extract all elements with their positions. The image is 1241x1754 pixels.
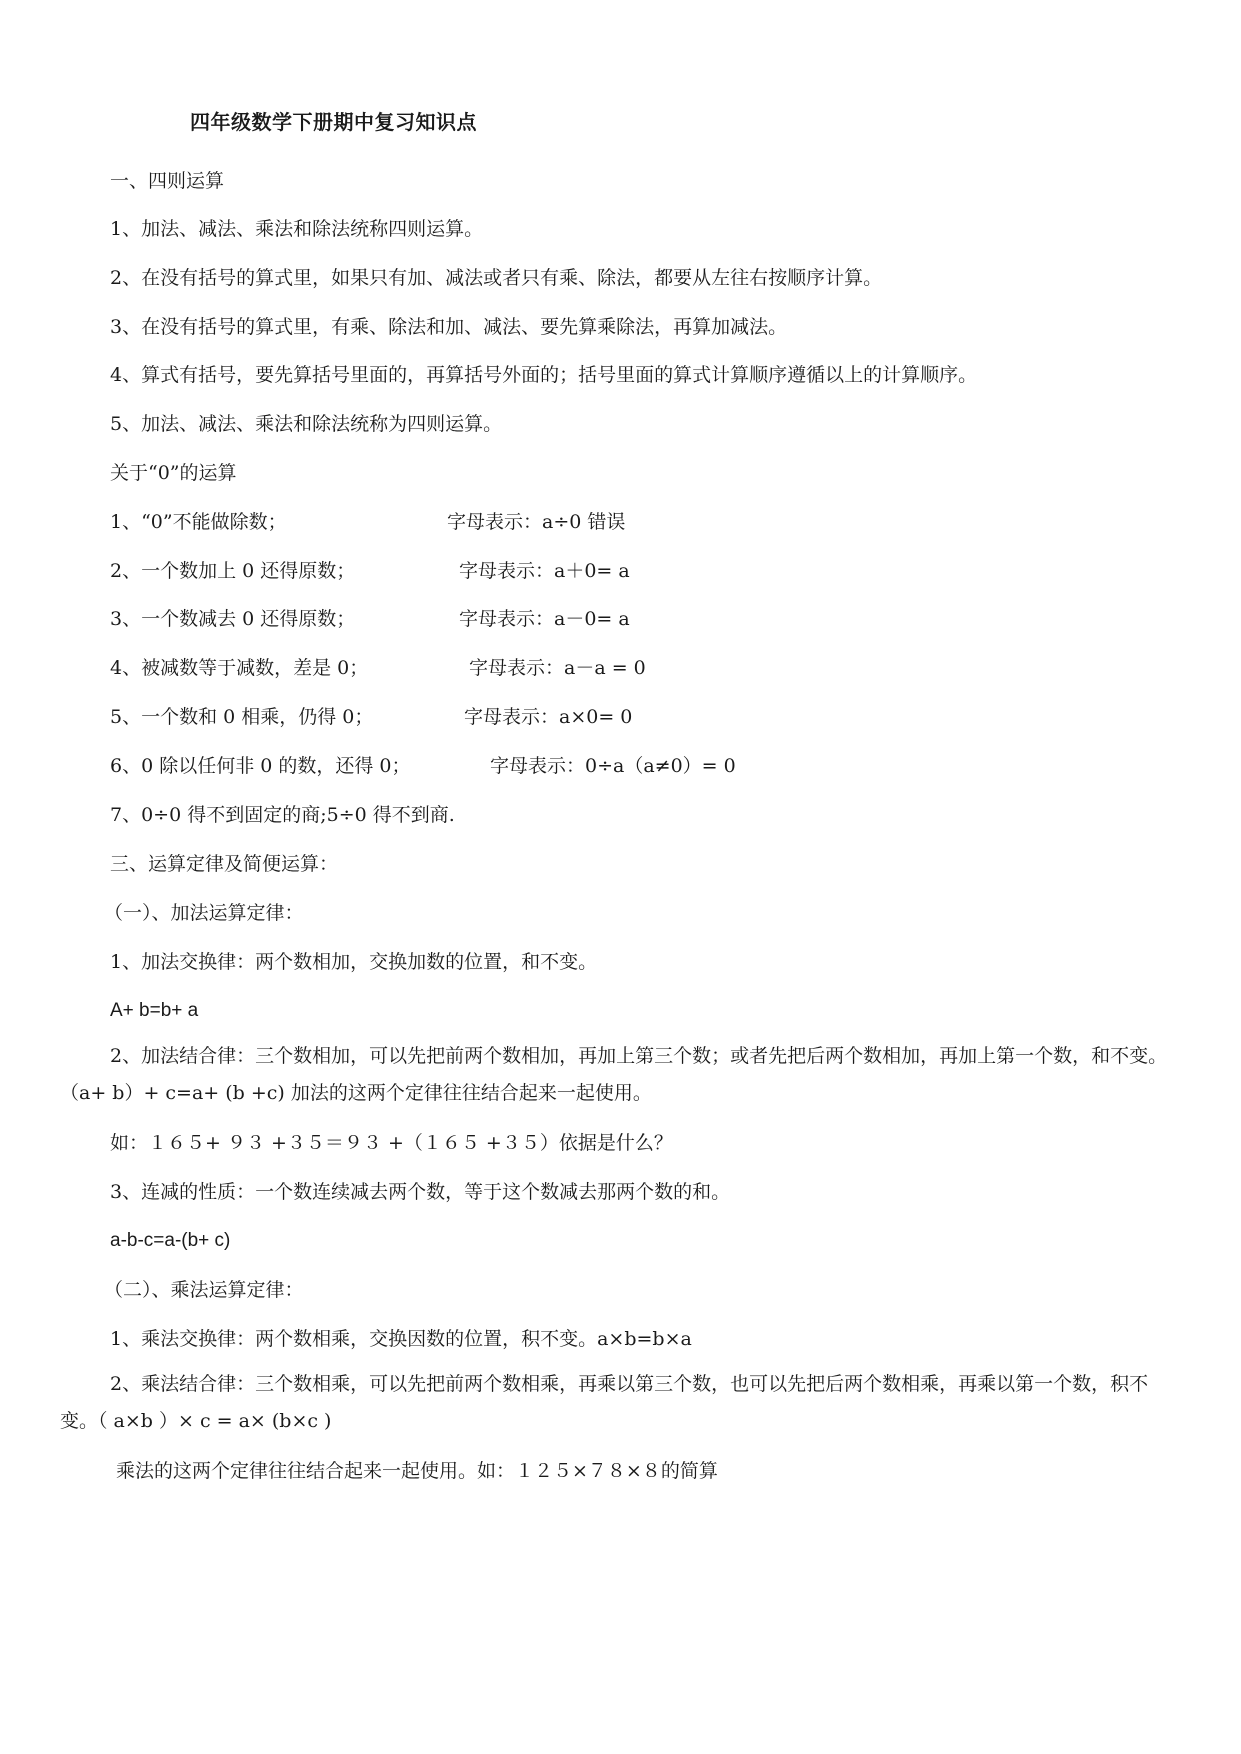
zero-heading: 关于“0”的运算 <box>110 462 237 484</box>
section-heading-arithmetic: 一、四则运算 <box>110 170 225 192</box>
zero-rule-3-formula: 字母表示：a－0= a <box>459 608 630 630</box>
zero-rule-5-formula: 字母表示：a×0= 0 <box>464 706 633 728</box>
multiplication-example: 乘法的这两个定律往往结合起来一起使用。如：１２５×７８×８的简算 <box>116 1460 718 1482</box>
zero-rule-3: 3、一个数减去 0 还得原数； <box>110 608 356 630</box>
zero-rule-2-formula: 字母表示：a＋0= a <box>459 560 630 582</box>
zero-rule-4-formula: 字母表示：a－a = 0 <box>469 657 646 679</box>
zero-rule-1: 1、“0”不能做除数； <box>110 511 287 533</box>
zero-rule-7: 7、0÷0 得不到固定的商;5÷0 得不到商. <box>110 804 455 826</box>
arithmetic-item-2: 2、在没有括号的算式里，如果只有加、减法或者只有乘、除法，都要从左往右按顺序计算。 <box>110 267 883 289</box>
arithmetic-item-5: 5、加法、减法、乘法和除法统称为四则运算。 <box>110 413 503 435</box>
addition-associative-text: 2、加法结合律：三个数相加，可以先把前两个数相加，再加上第三个数；或者先把后两个数相加，再加上第一个数，和不变。（a+ b）+ c=a+ (b +c) 加法的这两个定律往往结合起来一起使用。 <box>60 1045 1168 1104</box>
multiplication-associative-text: 2、乘法结合律：三个数相乘，可以先把前两个数相乘，再乘以第三个数，也可以先把后两个数相乘，再乘以第一个数，积不变。（ a×b ）× c = a× (b×c ) <box>60 1373 1149 1432</box>
zero-rule-2: 2、一个数加上 0 还得原数； <box>110 560 356 582</box>
zero-rule-4: 4、被减数等于减数，差是 0； <box>110 657 369 679</box>
zero-rule-1-formula: 字母表示：a÷0 错误 <box>447 511 626 533</box>
subtraction-property: 3、连减的性质：一个数连续减去两个数，等于这个数减去那两个数的和。 <box>110 1181 731 1203</box>
addition-commutative-formula: A+ b=b+ a <box>110 1000 199 1021</box>
zero-rule-6-formula: 字母表示：0÷a（a≠0）= 0 <box>490 755 736 777</box>
page-title: 四年级数学下册期中复习知识点 <box>190 110 477 134</box>
arithmetic-item-3: 3、在没有括号的算式里，有乘、除法和加、减法、要先算乘除法，再算加减法。 <box>110 316 788 338</box>
arithmetic-item-4: 4、算式有括号，要先算括号里面的，再算括号外面的；括号里面的算式计算顺序遵循以上的计算顺序。 <box>110 364 978 386</box>
addition-laws-heading: （一）、加法运算定律： <box>104 902 304 924</box>
section-heading-laws: 三、运算定律及简便运算： <box>110 853 339 875</box>
zero-rule-6: 6、0 除以任何非 0 的数，还得 0； <box>110 755 411 777</box>
subtraction-formula: a-b-c=a-(b+ c) <box>110 1230 231 1251</box>
multiplication-associative <box>60 1366 1180 1440</box>
addition-example: 如：１６５+ ９３ +３５＝９３ +（１６５ +３５）依据是什么？ <box>110 1132 673 1154</box>
addition-associative <box>60 1038 1180 1112</box>
addition-commutative: 1、加法交换律：两个数相加，交换加数的位置，和不变。 <box>110 951 598 973</box>
arithmetic-item-1: 1、加法、减法、乘法和除法统称四则运算。 <box>110 218 484 240</box>
multiplication-commutative: 1、乘法交换律：两个数相乘，交换因数的位置，积不变。a×b=b×a <box>110 1328 692 1350</box>
multiplication-laws-heading: （二）、乘法运算定律： <box>104 1279 304 1301</box>
zero-rule-5: 5、一个数和 0 相乘，仍得 0； <box>110 706 374 728</box>
